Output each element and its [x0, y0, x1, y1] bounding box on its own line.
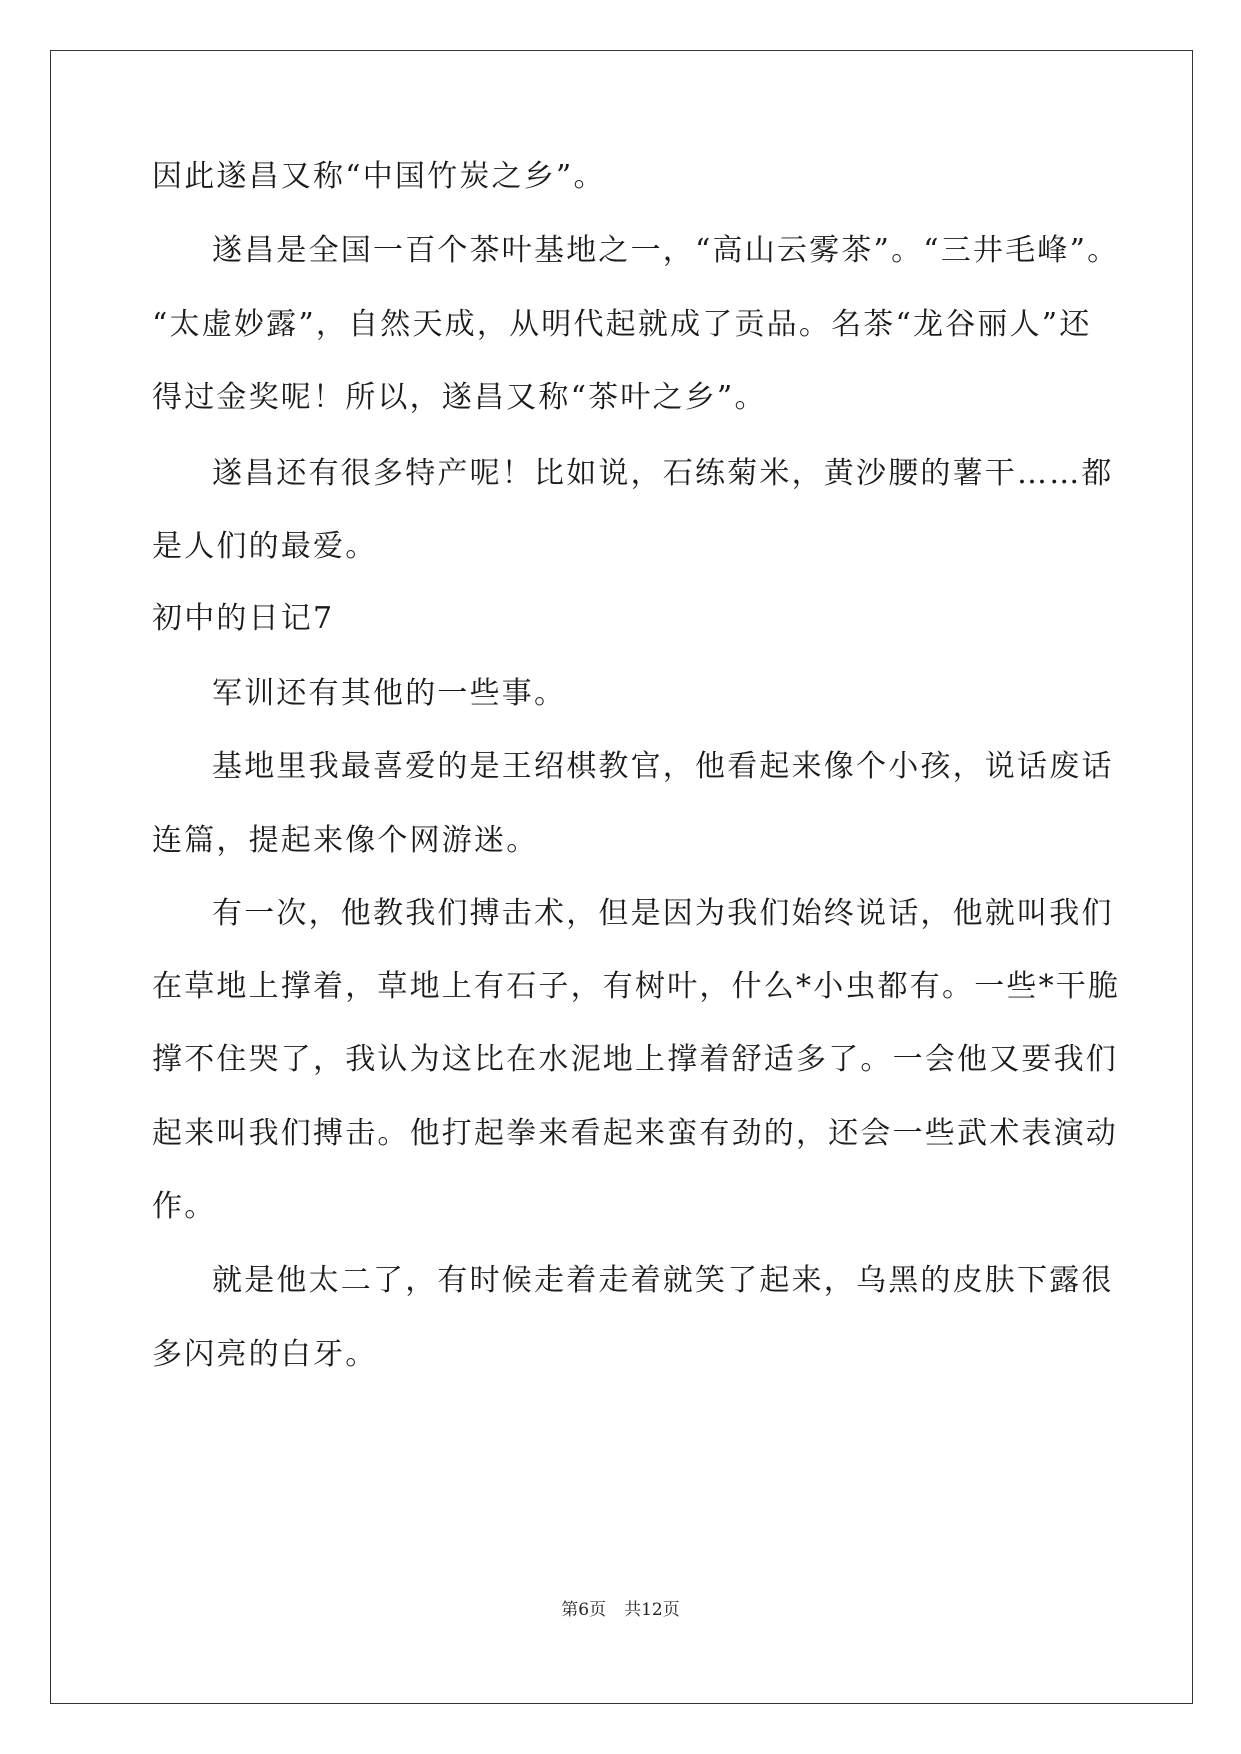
text-line: 撑不住哭了，我认为这比在水泥地上撑着舒适多了。一会他又要我们: [152, 1042, 1118, 1077]
text-line: 在草地上撑着，草地上有石子，有树叶，什么*小虫都有。一些*干脆: [152, 969, 1121, 1004]
section-heading: 初中的日记7: [152, 601, 335, 636]
text-line: “太虚妙露”，自然天成，从明代起就成了贡品。名茶“龙谷丽人”还: [152, 307, 1092, 342]
paragraph-start: 就是他太二了，有时候走着走着就笑了起来，乌黑的皮肤下露很: [212, 1263, 1114, 1298]
text-line: 作。: [152, 1189, 217, 1224]
page-number: 第6页: [561, 1600, 607, 1620]
paragraph-start: 有一次，他教我们搏击术，但是因为我们始终说话，他就叫我们: [212, 896, 1114, 931]
total-pages: 共12页: [624, 1600, 680, 1620]
page-border: [50, 50, 1193, 1704]
paragraph-start: 遂昌还有很多特产呢！比如说，石练菊米，黄沙腰的薯干……都: [212, 456, 1114, 491]
paragraph-start: 军训还有其他的一些事。: [212, 676, 567, 711]
text-line: 连篇，提起来像个网游迷。: [152, 823, 539, 858]
paragraph-start: 基地里我最喜爱的是王绍棋教官，他看起来像个小孩，说话废话: [212, 749, 1114, 784]
text-line: 起来叫我们搏击。他打起拳来看起来蛮有劲的，还会一些武术表演动: [152, 1116, 1118, 1151]
text-line: 因此遂昌又称“中国竹炭之乡”。: [152, 159, 606, 194]
text-line: 多闪亮的白牙。: [152, 1337, 378, 1372]
paragraph-start: 遂昌是全国一百个茶叶基地之一，“高山云雾茶”。“三井毛峰”。: [212, 233, 1120, 268]
page-footer: [0, 1600, 1241, 1620]
text-line: 得过金奖呢！所以，遂昌又称“茶叶之乡”。: [152, 380, 767, 415]
text-line: 是人们的最爱。: [152, 529, 378, 564]
